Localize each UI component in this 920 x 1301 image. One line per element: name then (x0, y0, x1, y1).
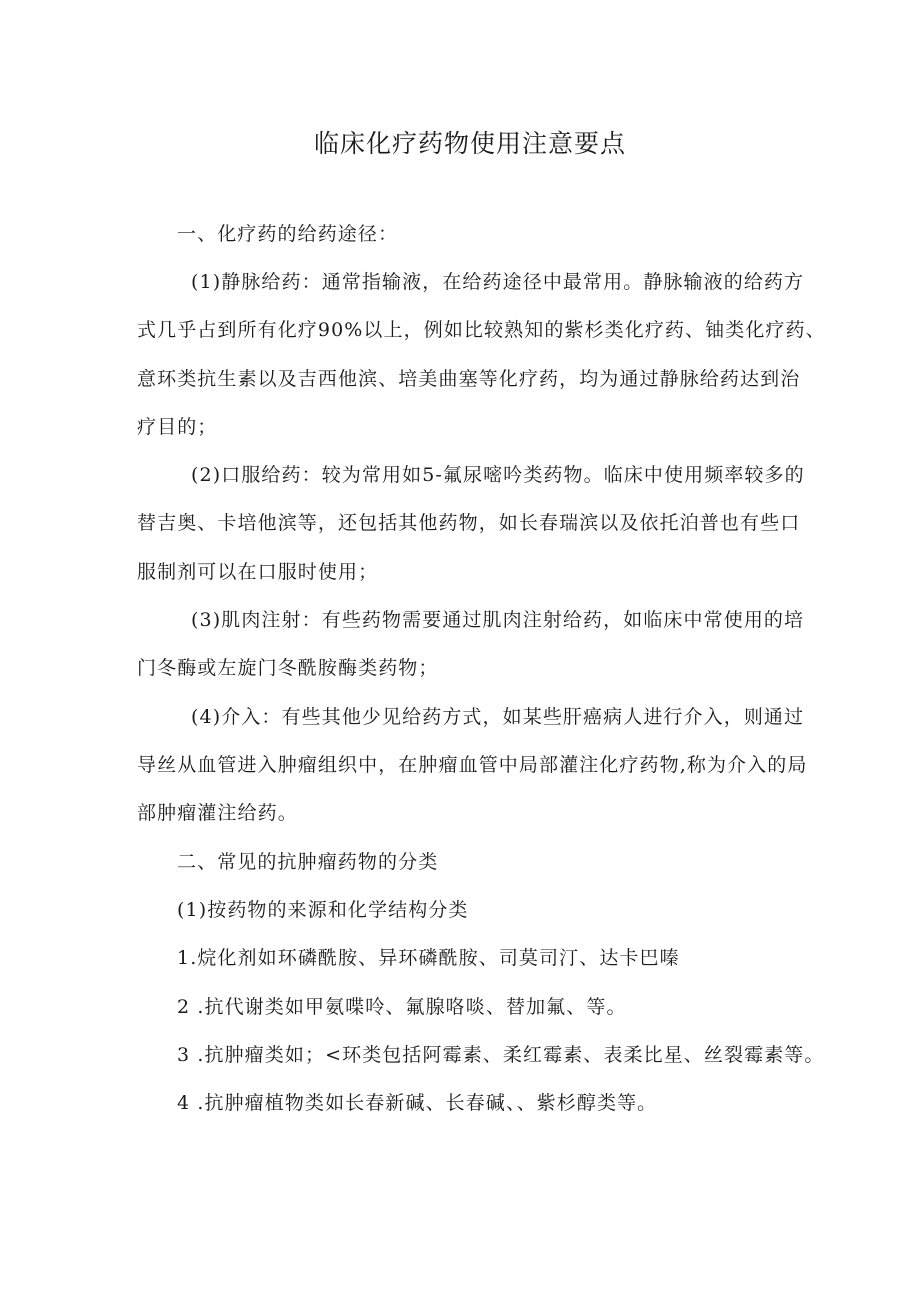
paragraph-line: (4)介入：有些其他少见给药方式，如某些肝癌病人进行介入，则通过 (191, 706, 805, 728)
list-item: 3 .抗肿瘤类如；<环类包括阿霉素、柔红霉素、表柔比星、丝裂霉素等。 (177, 1044, 825, 1066)
list-item: 4 .抗肿瘤植物类如长春新碱、长春碱、、紫杉醇类等。 (177, 1092, 658, 1114)
paragraph-line: 导丝从血管进入肿瘤组织中，在肿瘤血管中局部灌注化疗药物,称为介入的局 (137, 754, 808, 776)
paragraph-line: (1)静脉给药：通常指输液，在给药途径中最常用。静脉输液的给药方 (191, 271, 805, 293)
paragraph-line: 服制剂可以在口服时使用； (137, 561, 379, 583)
paragraph-line: 疗目的； (137, 416, 218, 438)
document-title: 临床化疗药物使用注意要点 (313, 129, 626, 158)
list-item: 2 .抗代谢类如甲氨喋呤、氟腺咯啖、替加氟、等。 (177, 996, 627, 1018)
section-heading-administration-routes: 一、化疗药的给药途径： (177, 223, 399, 245)
section-heading-drug-classification: 二、常见的抗肿瘤药物的分类 (177, 851, 439, 873)
paragraph-line: 部肿瘤灌注给药。 (137, 802, 298, 824)
paragraph-line: (3)肌肉注射：有些药物需要通过肌肉注射给药，如临床中常使用的培 (191, 609, 805, 631)
paragraph-line: 意环类抗生素以及吉西他滨、培美曲塞等化疗药，均为通过静脉给药达到治 (137, 368, 801, 390)
paragraph-line: 替吉奥、卡培他滨等，还包括其他药物，如长春瑞滨以及依托泊普也有些口 (137, 512, 801, 534)
subsection-heading: (1)按药物的来源和化学结构分类 (177, 899, 469, 921)
paragraph-line: 式几乎占到所有化疗90%以上，例如比较熟知的紫杉类化疗药、铀类化疗药、 (137, 319, 826, 341)
list-item: 1.烷化剂如环磷酰胺、异环磷酰胺、司莫司汀、达卡巴嗪 (177, 947, 680, 969)
paragraph-line: 门冬酶或左旋门冬酰胺酶类药物； (137, 657, 439, 679)
paragraph-line: (2)口服给药：较为常用如5-氟尿嘧吟类药物。临床中使用频率较多的 (191, 464, 805, 486)
